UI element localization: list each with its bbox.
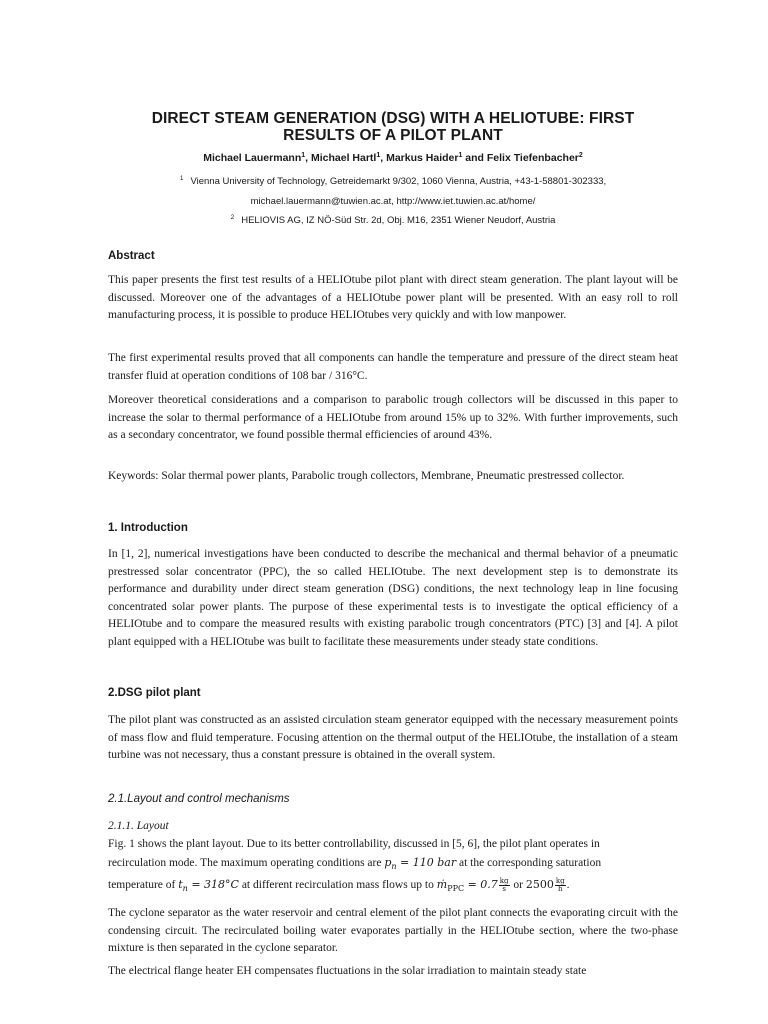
subsection-heading-layout-control: 2.1.Layout and control mechanisms — [108, 793, 290, 805]
affiliation-1-contact: michael.lauermann@tuwien.ac.at, http://www.iet.tuwien.ac.at/home/ — [250, 196, 536, 207]
abstract-paragraph-3: Moreover theoretical considerations and a comparison to parabolic trough collectors will be discussed in this paper to increase the solar to thermal performance of a HELIOtube from around 15% up to 32%. With further improvements, such as a secondary concentrator, we found possible thermal efficiencies of around 43%. — [108, 394, 678, 441]
unit-fraction — [555, 878, 566, 893]
paper-title-line-1: DIRECT STEAM GENERATION (DSG) WITH A HELIOTUBE: FIRST — [151, 110, 635, 127]
section-heading-introduction: 1. Introduction — [108, 522, 188, 534]
eq-subscript: n — [391, 861, 397, 871]
text-run: temperature of — [108, 879, 179, 892]
eq-symbol: ṁ — [436, 878, 448, 892]
fraction-denominator: s — [502, 885, 506, 894]
section-heading-dsg-pilot-plant: 2.DSG pilot plant — [108, 687, 201, 699]
affil-number: 1 — [179, 175, 184, 182]
author-name: Michael Lauermann — [203, 152, 302, 164]
eq-subscript: PPC — [447, 884, 465, 894]
text-run: recirculation mode. The maximum operating conditions are — [108, 856, 385, 869]
fraction-numerator: kg — [499, 877, 509, 886]
text-run: at the corresponding saturation — [456, 856, 602, 869]
abstract-paragraph-1: This paper presents the first test results of a HELIOtube pilot plant with direct steam generation. The plant layout will be discussed. Moreover one of the advantages of a HELIOtube power plant will be presented. With an easy roll to roll manufacturing process, it is possible to produce HELIOtubes very quickly and with low manpower. — [108, 274, 678, 321]
eq-value: = 110 bar — [396, 855, 457, 869]
introduction-paragraph: In [1, 2], numerical investigations have been conducted to describe the mechanical and thermal behavior of a pneumatic prestressed solar concentrator (PPC), the so called HELIOtube. The next development step is to demonstrate its performance and durability under direct steam generation (DSG) conditions, the next technology leap in line focusing concentrated solar power plants. The purpose of these experimental tests is to investigate the optical efficiency of a HELIOtube and to compare the measured results with existing parabolic trough concentrators (PTC) [3] and [4]. A pilot plant equipped with a HELIOtube was built to facilitate these measurements under steady state conditions. — [108, 548, 678, 648]
affiliation-1 — [108, 176, 678, 188]
layout-line: Fig. 1 shows the plant layout. Due to its better controllability, discussed in [5, 6], the pilot plant operates in — [108, 838, 600, 850]
eq-subscript: n — [182, 884, 188, 894]
text-run: . — [566, 879, 570, 892]
eq-value: 2500 — [525, 878, 554, 892]
affiliation-2 — [108, 215, 678, 227]
unit-fraction — [499, 878, 510, 893]
layout-line — [108, 875, 678, 899]
keywords: Keywords: Solar thermal power plants, Parabolic trough collectors, Membrane, Pneumatic prestressed collector. — [108, 470, 625, 482]
eq-value: = 0.7 — [464, 878, 498, 892]
layout-paragraph — [108, 836, 678, 899]
fraction-numerator: kg — [555, 877, 565, 886]
dsg-paragraph: The pilot plant was constructed as an assisted circulation steam generator equipped with the necessary measurement points of mass flow and fluid temperature. Focusing attention on the thermal output of the HELIOtube, the installation of a steam turbine was not necessary, thus a constant pressure is obtained in the overall system. — [108, 714, 678, 761]
author-affil-mark: 1 — [301, 152, 306, 159]
cyclone-paragraph: The cyclone separator as the water reservoir and central element of the pilot plant connects the evaporating circuit with the condensing circuit. The recirculated boiling water evaporates partially in the HELIOtube section, where the two-phase mixture is then separated in the cyclone separator. — [108, 907, 678, 954]
author-affil-mark: 1 — [458, 152, 463, 159]
equation-pressure — [384, 856, 456, 869]
subsubsection-heading-layout: 2.1.1. Layout — [108, 820, 169, 832]
author-affil-mark: 2 — [578, 152, 583, 159]
affil-text: Vienna University of Technology, Getreidemarkt 9/302, 1060 Vienna, Austria, +43-1-58801-302333, — [190, 176, 607, 187]
text-run: at different recirculation mass flows up to — [238, 879, 437, 892]
author-name: , Markus Haider — [380, 152, 459, 164]
layout-line — [108, 854, 678, 876]
fraction-denominator: h — [557, 885, 563, 894]
eq-symbol: t — [178, 878, 183, 892]
author-name: and Felix Tiefenbacher — [462, 152, 579, 164]
author-affil-mark: 1 — [376, 152, 381, 159]
paper-title — [108, 110, 678, 144]
paper-title-line-2: RESULTS OF A PILOT PLANT — [283, 127, 503, 144]
equation-mass-flow — [436, 878, 498, 894]
eq-symbol: p — [384, 855, 392, 869]
abstract-heading: Abstract — [108, 250, 155, 262]
abstract-paragraph-2: The first experimental results proved that all components can handle the temperature and pressure of the direct steam heat transfer fluid at operation conditions of 108 bar / 316°C. — [108, 352, 678, 382]
author-list — [108, 151, 678, 165]
text-run: or — [510, 879, 526, 892]
heater-paragraph: The electrical flange heater EH compensates fluctuations in the solar irradiation to maintain steady state — [108, 965, 587, 977]
affil-number: 2 — [230, 214, 235, 221]
author-name: , Michael Hartl — [305, 152, 377, 164]
eq-value: = 318°C — [187, 878, 239, 892]
equation-temperature — [178, 878, 239, 894]
affil-text: HELIOVIS AG, IZ NÖ-Süd Str. 2d, Obj. M16, 2351 Wiener Neudorf, Austria — [241, 215, 556, 226]
